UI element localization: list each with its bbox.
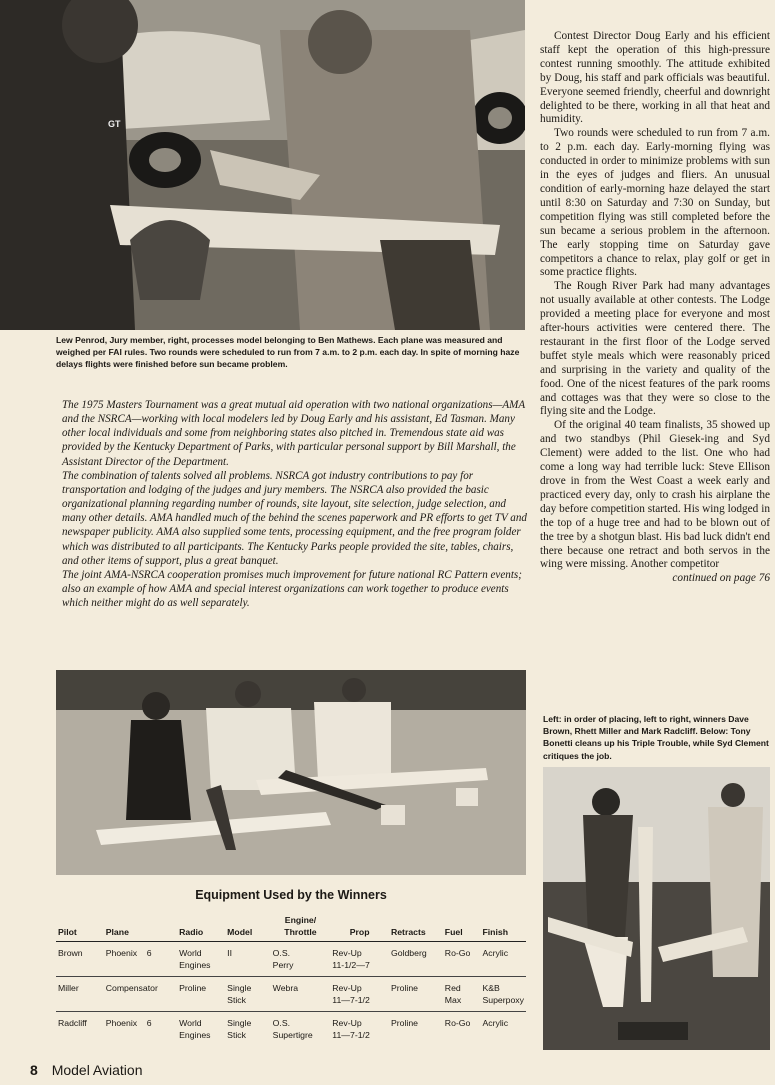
cell-pilot: Brown [56, 942, 104, 977]
article-paragraph: The Rough River Park had many advantages not usually available at other contests. The Lodge provided a meeting place for everyone and most after-hours activities were centered there. The restaurant in the first floor of the Lodge served buffet style meals which were reasonably priced and surprising in the variety and quality of the food. One of the nicest features of the park rooms and cottages was that they were so close to the flying site and the Lodge. [540, 280, 770, 418]
cell-engine: O.S. Supertigre [272, 1018, 313, 1040]
cell-finish: Acrylic [482, 1018, 509, 1028]
cell-pilot: Miller [56, 977, 104, 1012]
col-header-pilot: Pilot [56, 912, 104, 942]
page-footer [30, 1062, 153, 1078]
table-row [56, 942, 526, 977]
page-number: 8 [30, 1062, 38, 1078]
cell-plane: Phoenix 6 [105, 1018, 152, 1028]
cell-fuel: Ro-Go [444, 1018, 471, 1028]
photo-winners-illustration [56, 670, 526, 875]
photo-model-processing [0, 0, 525, 330]
intro-paragraph: The joint AMA-NSRCA cooperation promises much improvement for future national RC Pattern events; also an example of how AMA and special interest organizations can work together to produce events which neither might do as well separately. [62, 568, 522, 610]
col-header-radio: Radio [177, 912, 225, 942]
car-badge: GT [108, 119, 121, 129]
cell-model: Single Stick [225, 977, 271, 1012]
equipment-table [56, 912, 526, 1046]
cell-model: II [225, 942, 271, 977]
col-header-finish: Finish [480, 912, 526, 942]
article-paragraph: Contest Director Doug Early and his efficient staff kept the operation of this high-pressure contest running smoothly. The attitude exhibited by Doug, his staff and park officials was beautiful. Everyone seemed friendly, cheerful and downright delighted to be there, working in all that heat and humidity. [540, 30, 770, 126]
col-header-prop: Prop [330, 912, 389, 942]
cell-engine: Webra [271, 977, 331, 1012]
photo-winners [56, 670, 526, 875]
cell-finish: K&B Superpoxy [480, 977, 526, 1012]
col-header-fuel: Fuel [443, 912, 481, 942]
article-paragraph: Two rounds were scheduled to run from 7 a.m. to 2 p.m. each day. Early-morning flying was conducted in order to minimize problems with sun in the eyes of judges and fliers. An unusual condition of early-morning haze delayed the start until 8:30 on Saturday and 7:30 on Sunday, but competition flying was still completed before the sun became a serious problem in the afternoon. The early stopping time on Saturday gave competitors a chance to relax, play golf or get in some practice flights. [540, 127, 770, 279]
col-header-engine: Engine/ Throttle [271, 912, 331, 942]
cell-plane: Phoenix 6 [104, 942, 177, 977]
photo-bonetti [543, 767, 770, 1050]
cell-retracts: Goldberg [389, 942, 443, 977]
cell-fuel: Ro-Go [443, 942, 481, 977]
intro-paragraph: The combination of talents solved all problems. NSRCA got industry contributions to pay for transportation and lodging of the judges and jury members. The NSRCA also provided the basic organizational planning regarding number of rounds, site layout, site selection, judge selection, and many other details. AMA handled much of the behind the scenes paperwork and PR efforts to get TV and newspaper publicity. AMA also supplied some tents, processing equipment, and the free program folder which was distributed to all participants. The Kentucky Parks people provided the site, tables, chairs, and other items of support, plus a great banquet. [62, 469, 527, 567]
equipment-table-title: Equipment Used by the Winners [195, 888, 387, 902]
cell-prop: Rev-Up 11—7-1/2 [330, 977, 389, 1012]
cell-retracts: Proline [389, 977, 443, 1012]
table-row [56, 977, 526, 1012]
cell-radio: World Engines [179, 1018, 211, 1040]
cell-finish: Acrylic [480, 942, 526, 977]
continued-link[interactable]: continued on page 76 [672, 572, 770, 585]
intro-paragraph: The 1975 Masters Tournament was a great mutual aid operation with two national organizations—AMA and the NSRCA—working with local modelers led by Doug Early and his assistant, Ed Tasman. Many other local individuals and some from neighboring states also pitched in. Tremendous state aid was provided by the Kentucky Department of Parks, with particular personal support by Bill Marshall, the Assistant Director of the Department. [62, 399, 525, 468]
col-header-plane: Plane [104, 912, 177, 942]
article-paragraph: Of the original 40 team finalists, 35 showed up and two standbys (Phil Giesek-ing and Syd Clement) were added to the list. One who had come a long way had terrible luck: Steve Ellison drove in from the West Coast a week early and practiced every day, only to crash his airplane the day before competition started. His wing lodged in the top of a huge tree and had to be blown out of the tree by a shotgun blast. His bad luck didn't end there because one retract and both servos in the wing were missing. Another competitor [540, 419, 770, 571]
cell-fuel: Red Max [443, 977, 481, 1012]
cell-plane: Compensator [104, 977, 177, 1012]
table-header-row [56, 912, 526, 942]
cell-engine: O.S. Perry [271, 942, 331, 977]
cell-pilot: Radcliff [58, 1018, 87, 1028]
right-column-article [540, 30, 770, 586]
col-header-retracts: Retracts [389, 912, 443, 942]
cell-retracts: Proline [390, 1018, 418, 1028]
cell-radio: World Engines [177, 942, 225, 977]
photo-caption-top: Lew Penrod, Jury member, right, processes model belonging to Ben Mathews. Each plane was measured and weighed per FAI rules. Two rounds were scheduled to run from 7 a.m. to 2 p.m. each day. In spite of morning haze delays flights were finished before sun became problem. [56, 335, 520, 369]
cell-prop: Rev-Up 11—7-1/2 [332, 1018, 370, 1040]
col-header-model: Model [225, 912, 271, 942]
photo-caption-winners: Left: in order of placing, left to right, winners Dave Brown, Rhett Miller and Mark Radcliff. Below: Tony Bonetti cleans up his Triple Trouble, while Syd Clement critiques the job. [543, 714, 769, 761]
photo-bonetti-illustration [543, 767, 770, 1050]
cell-model: Single Stick [227, 1018, 252, 1040]
table-row [56, 1012, 526, 1047]
cell-prop: Rev-Up 11-1/2—7 [330, 942, 389, 977]
intro-text [62, 398, 530, 610]
magazine-title: Model Aviation [51, 1062, 143, 1078]
photo-model-processing-illustration [0, 0, 525, 330]
cell-radio: Proline [177, 977, 225, 1012]
